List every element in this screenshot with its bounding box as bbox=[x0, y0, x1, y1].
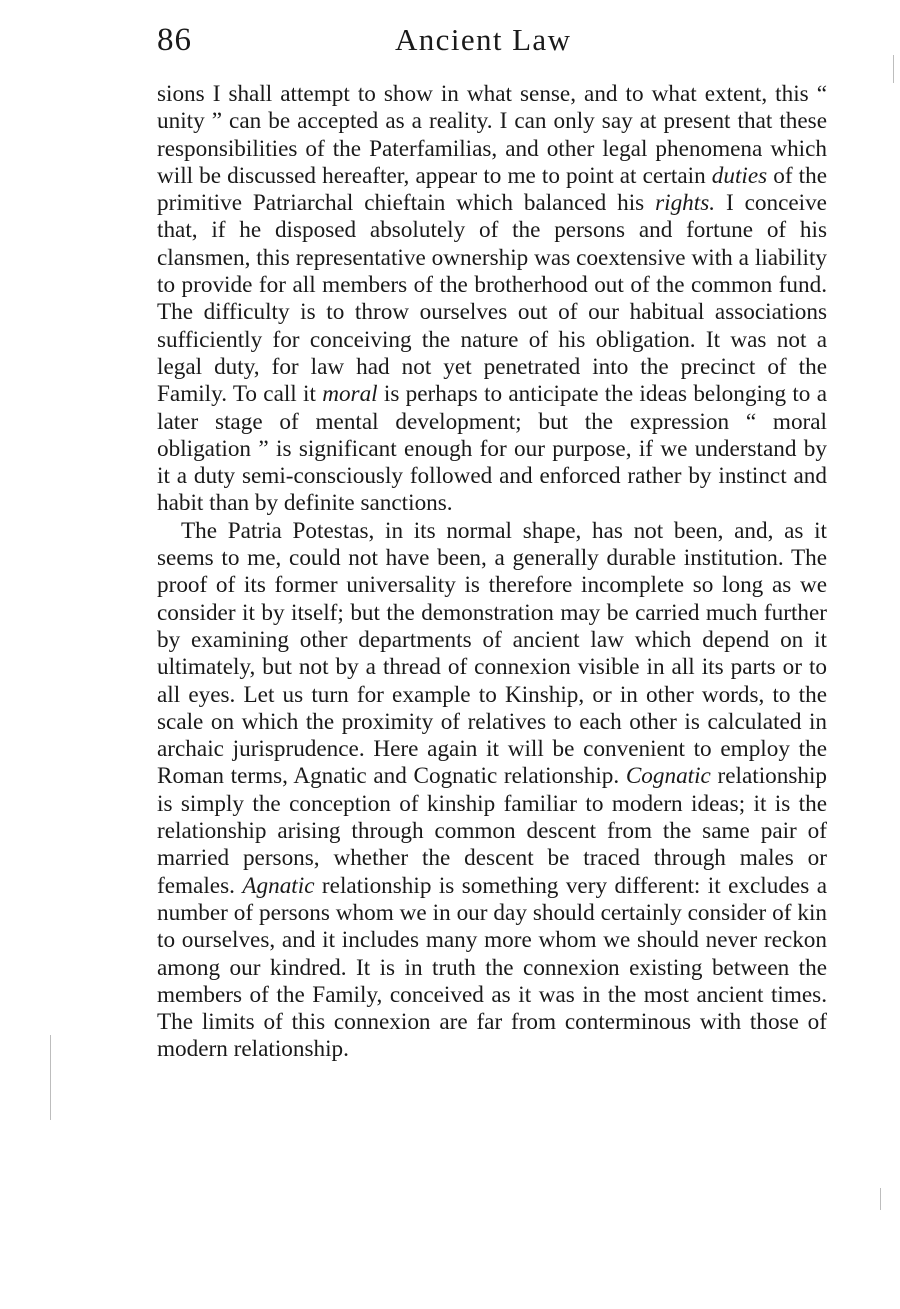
paragraph-1-text-4: is perhaps to anticipate the ideas belonging to a later stage of mental development; but the expression “ moral obligation ” is significant enough for our purpose, if we understand by it a duty semi-consciously followed and enforced rather by instinct and habit than by definite sanctions. bbox=[157, 381, 827, 517]
paragraph-1-text-3: I conceive that, if he disposed absolutely of the persons and fortune of his clansmen, this representative ownership was coextensive with a liability to provide for all members of the brotherhood out of the common fund. The difficulty is to throw ourselves out of our habitual associations sufficiently for conceiving the nature of his obligation. It was not a legal duty, for law had not yet penetrated into the precinct of the Family. To call it bbox=[157, 190, 827, 408]
emphasis-rights: rights. bbox=[655, 190, 716, 217]
emphasis-agnatic: Agnatic bbox=[242, 872, 315, 899]
body-text bbox=[157, 81, 827, 1064]
emphasis-cognatic: Cognatic bbox=[625, 763, 711, 790]
book-title: Ancient Law bbox=[395, 22, 572, 57]
paragraph-2-text-1: The Patria Potestas, in its normal shape, has not been, and, as it seems to me, could not have been, a generally durable institution. The proof of its former universality is therefore incomplete so long as we consider it by itself; but the demonstration may be carried much further by examining other departments of ancient law which depend on it ultimately, but not by a thread of connexion visible in all its parts or to all eyes. Let us turn for example to Kinship, or in other words, to the scale on which the proximity of relatives to each other is calculated in archaic jurisprudence. Here again it will be convenient to employ the Roman terms, Agnatic and Cognatic relationship. bbox=[157, 517, 827, 790]
scan-speck-left bbox=[50, 1035, 51, 1120]
running-head bbox=[157, 22, 827, 72]
emphasis-moral: moral bbox=[322, 381, 378, 408]
paragraph-1-text-1: sions I shall attempt to show in what sense, and to what extent, this “ unity ” can be accepted as a reality. I can only say at present that these responsibilities of the Paterfamilias, and other legal phenomena which will be discussed hereafter, appear to me to point at certain bbox=[157, 81, 827, 189]
page-number: 86 bbox=[157, 22, 192, 58]
scan-speck-right-top bbox=[893, 55, 894, 83]
emphasis-duties: duties bbox=[711, 162, 768, 189]
paragraph-2 bbox=[157, 518, 827, 1064]
scan-speck-right-bottom bbox=[880, 1188, 881, 1210]
paragraph-2-text-2: relationship is simply the conception of kinship familiar to modern ideas; it is the relationship arising through common descent from the same pair of married persons, whether the descent be traced through males or females. bbox=[157, 763, 827, 899]
paragraph-1 bbox=[157, 81, 827, 518]
paragraph-2-text-3: relationship is something very different: it excludes a number of persons whom we in our day should certainly consider of kin to ourselves, and it includes many more whom we should never reckon among our kindred. It is in truth the connexion existing between the members of the Family, conceived as it was in the most ancient times. The limits of this connexion are far from conterminous with those of modern relationship. bbox=[157, 872, 827, 1063]
paragraph-1-text-2: of the primitive Patriarchal chieftain which balanced his bbox=[157, 162, 827, 217]
